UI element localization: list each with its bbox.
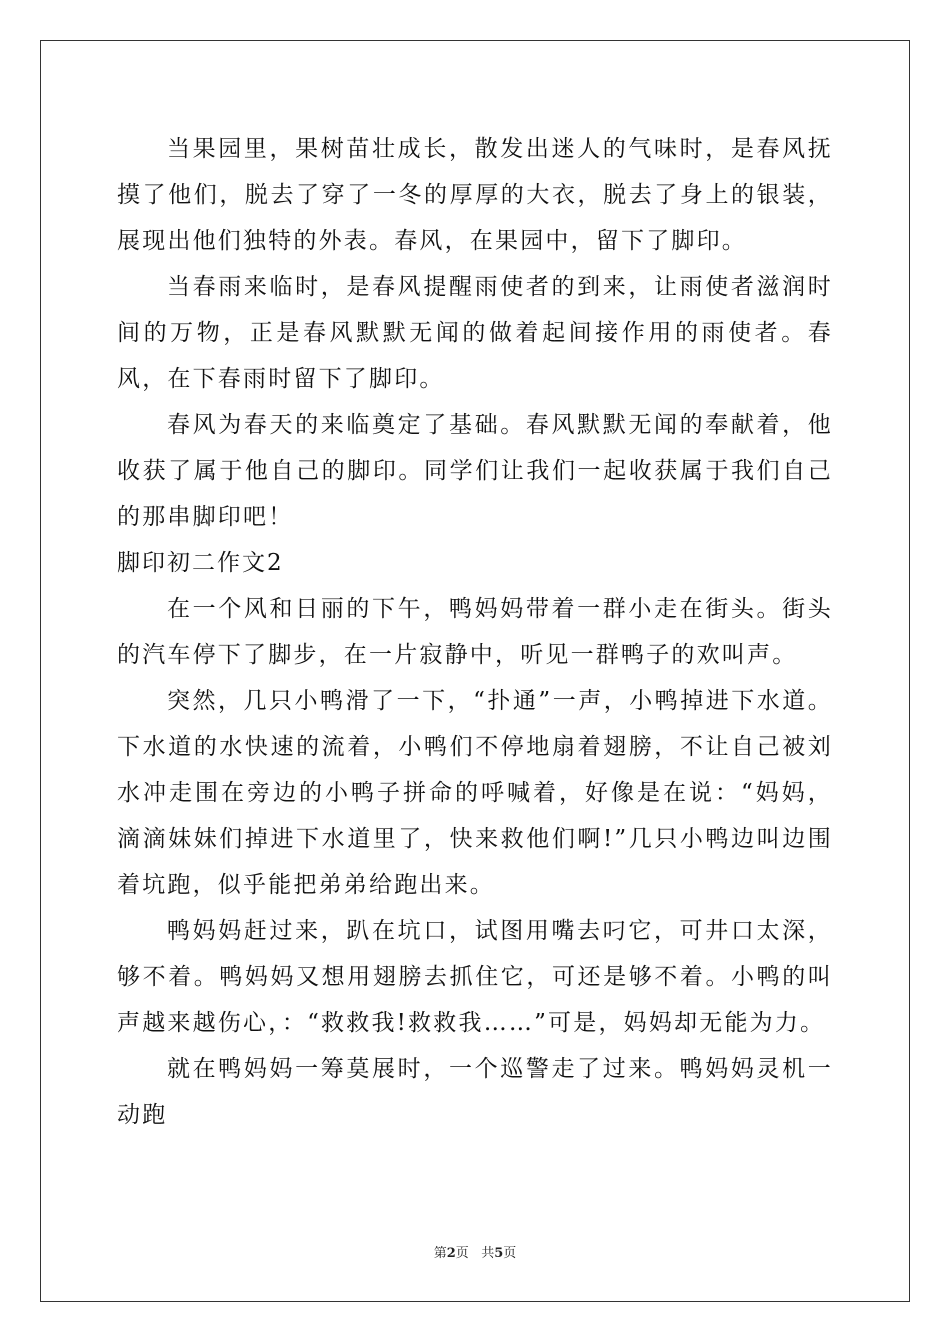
section-heading: 脚印初二作文2	[117, 550, 284, 576]
page-prefix: 第	[433, 1246, 447, 1261]
paragraph: 鸭妈妈赶过来，趴在坑口，试图用嘴去叼它，可井口太深，够不着。鸭妈妈又想用翅膀去抓住它，可还是够不着。小鸭的叫声越来越伤心，：“救救我!救救我……”可是，妈妈却无能为力。	[117, 918, 833, 1036]
paragraph: 就在鸭妈妈一筹莫展时，一个巡警走了过来。鸭妈妈灵机一动跑	[117, 1056, 833, 1128]
page-footer	[0, 1246, 950, 1262]
total-prefix: 共	[481, 1246, 495, 1261]
document-body	[117, 126, 833, 1138]
paragraph: 在一个风和日丽的下午，鸭妈妈带着一群小走在街头。街头的汽车停下了脚步，在一片寂静中，听见一群鸭子的欢叫声。	[117, 596, 833, 668]
paragraph: 春风为春天的来临奠定了基础。春风默默无闻的奉献着，他收获了属于他自己的脚印。同学们让我们一起收获属于我们自己的那串脚印吧！	[117, 412, 833, 530]
paragraph: 突然，几只小鸭滑了一下，“扑通”一声，小鸭掉进下水道。下水道的水快速的流着，小鸭们不停地扇着翅膀，不让自己被刘水冲走围在旁边的小鸭子拼命的呼喊着，好像是在说：“妈妈，滴滴妹妹们掉进下水道里了，快来救他们啊!”几只小鸭边叫边围着坑跑，似乎能把弟弟给跑出来。	[117, 688, 833, 898]
page-total: 5	[494, 1246, 504, 1261]
page-current: 2	[446, 1246, 456, 1261]
paragraph: 当果园里，果树苗壮成长，散发出迷人的气味时，是春风抚摸了他们，脱去了穿了一冬的厚厚的大衣，脱去了身上的银装，展现出他们独特的外表。春风，在果园中，留下了脚印。	[117, 136, 833, 254]
total-unit: 页	[503, 1246, 517, 1261]
paragraph: 当春雨来临时，是春风提醒雨使者的到来，让雨使者滋润时间的万物，正是春风默默无闻的做着起间接作用的雨使者。春风，在下春雨时留下了脚印。	[117, 274, 833, 392]
page-unit: 页	[455, 1246, 469, 1261]
